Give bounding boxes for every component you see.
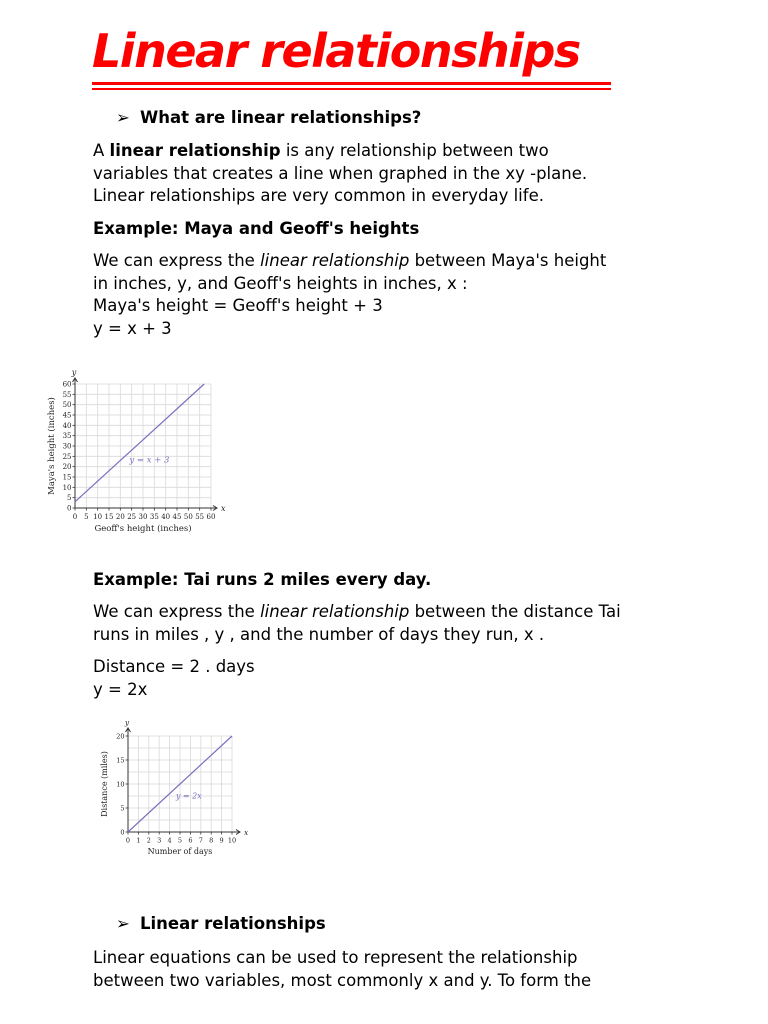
series-line [75, 384, 204, 502]
x-tick-label: 50 [183, 513, 193, 521]
y-tick-label: 5 [120, 804, 125, 813]
example1-italic-term: linear relationship [260, 251, 410, 270]
bullet-text: What are linear relationships? [140, 108, 422, 127]
y-tick-label: 30 [62, 442, 72, 451]
section-bullet-what [116, 108, 421, 127]
x-tick-label: 5 [84, 513, 89, 521]
x-axis-title: Geoff's height (inches) [94, 524, 192, 534]
x-tick-label: 3 [157, 836, 162, 845]
example1-line-3: Maya's height = Geoff's height + 3 [93, 296, 383, 315]
y-tick-label: 15 [62, 473, 72, 482]
intro-text-b: is any relationship between two [280, 141, 549, 160]
y-tick-label: 20 [62, 463, 72, 472]
distance-equation: Distance = 2 . days [93, 657, 255, 676]
x-tick-label: 20 [115, 513, 125, 521]
y-tick-label: 0 [120, 828, 125, 837]
x-tick-label: 40 [161, 513, 171, 521]
example1-text-b: between Maya's height [409, 251, 607, 270]
closing-line-2: between two variables, most commonly x and y. To form the [93, 970, 592, 990]
heights-chart-svg [38, 364, 228, 554]
y-axis-title: Maya's height (inches) [47, 397, 57, 495]
x-tick-label: 35 [149, 513, 159, 521]
intro-line-2: variables that creates a line when graphed in the xy -plane. [93, 163, 588, 183]
example2-text-a: We can express the [93, 602, 261, 621]
distance-graph [95, 716, 255, 872]
y-axis-symbol: y [71, 368, 77, 377]
arrow-bullet-icon: ➢ [116, 914, 130, 933]
example1-heading: Example: Maya and Geoff's heights [93, 219, 420, 238]
example2-text-b: between the distance Tai [409, 602, 621, 621]
example1-paragraph [93, 250, 713, 340]
intro-paragraph [93, 140, 713, 208]
x-tick-label: 0 [125, 836, 131, 845]
example2-line-2: runs in miles , y , and the number of days they run, x . [93, 624, 545, 644]
y-axis-symbol: y [124, 718, 130, 727]
y-tick-label: 25 [62, 452, 72, 461]
y-tick-label: 40 [62, 421, 72, 430]
closing-paragraph [93, 947, 713, 992]
y-tick-label: 35 [62, 432, 72, 441]
y-tick-label: 20 [116, 732, 125, 741]
x-tick-label: 1 [136, 836, 141, 845]
example2-paragraph [93, 601, 713, 646]
equation-label: y = 2x [175, 791, 202, 801]
intro-bold-term: linear relationship [109, 141, 281, 160]
intro-line-3: Linear relationships are very common in everyday life. [93, 186, 544, 205]
y-equation: y = 2x [93, 679, 148, 699]
title-underline [92, 82, 611, 85]
x-tick-label: 5 [177, 836, 183, 845]
x-tick-label: 9 [219, 836, 224, 845]
x-tick-label: 4 [167, 836, 172, 845]
y-tick-label: 45 [62, 411, 72, 420]
y-tick-label: 15 [116, 756, 125, 765]
distance-chart-svg [95, 716, 255, 872]
arrow-bullet-icon: ➢ [116, 108, 130, 127]
equation-label: y = x + 3 [129, 455, 170, 466]
x-tick-label: 45 [172, 513, 182, 521]
intro-line-1 [93, 140, 713, 163]
example1-line-4: y = x + 3 [93, 318, 172, 338]
x-axis-symbol: x [244, 828, 249, 837]
example2-italic-term: linear relationship [260, 602, 410, 621]
example2-equations [93, 656, 713, 701]
x-tick-label: 6 [188, 836, 193, 845]
example2-heading: Example: Tai runs 2 miles every day. [93, 570, 432, 589]
y-axis-title: Distance (miles) [100, 751, 109, 817]
bullet-text: Linear relationships [140, 914, 326, 933]
section-bullet-linear [116, 914, 326, 933]
y-tick-label: 50 [62, 401, 72, 410]
intro-text-a: A [93, 141, 110, 160]
x-tick-label: 10 [93, 513, 103, 521]
y-tick-label: 0 [67, 504, 72, 513]
y-tick-label: 60 [62, 380, 72, 389]
example2-line-1 [93, 601, 713, 624]
x-tick-label: 0 [72, 513, 78, 521]
x-tick-label: 15 [104, 513, 114, 521]
example1-line-2: in inches, y, and Geoff's heights in inches, x : [93, 273, 468, 293]
x-tick-label: 2 [146, 836, 151, 845]
x-tick-label: 10 [227, 836, 237, 845]
y-tick-label: 10 [62, 483, 72, 492]
x-axis-symbol: x [221, 504, 226, 513]
heights-graph [38, 364, 228, 554]
page-title: Linear relationships [92, 24, 580, 78]
y-tick-label: 5 [67, 494, 72, 503]
example1-text-a: We can express the [93, 251, 261, 270]
x-tick-label: 55 [195, 513, 205, 521]
x-tick-label: 30 [138, 513, 148, 521]
x-tick-label: 7 [198, 836, 203, 845]
x-tick-label: 60 [206, 513, 216, 521]
x-axis-title: Number of days [147, 847, 213, 856]
y-tick-label: 10 [116, 780, 125, 789]
closing-line-1: Linear equations can be used to represent the relationship [93, 948, 578, 967]
title-underline-lower [92, 88, 611, 90]
example1-line-1 [93, 250, 713, 273]
x-tick-label: 25 [127, 513, 137, 521]
y-tick-label: 55 [62, 390, 72, 399]
x-tick-label: 8 [209, 836, 214, 845]
